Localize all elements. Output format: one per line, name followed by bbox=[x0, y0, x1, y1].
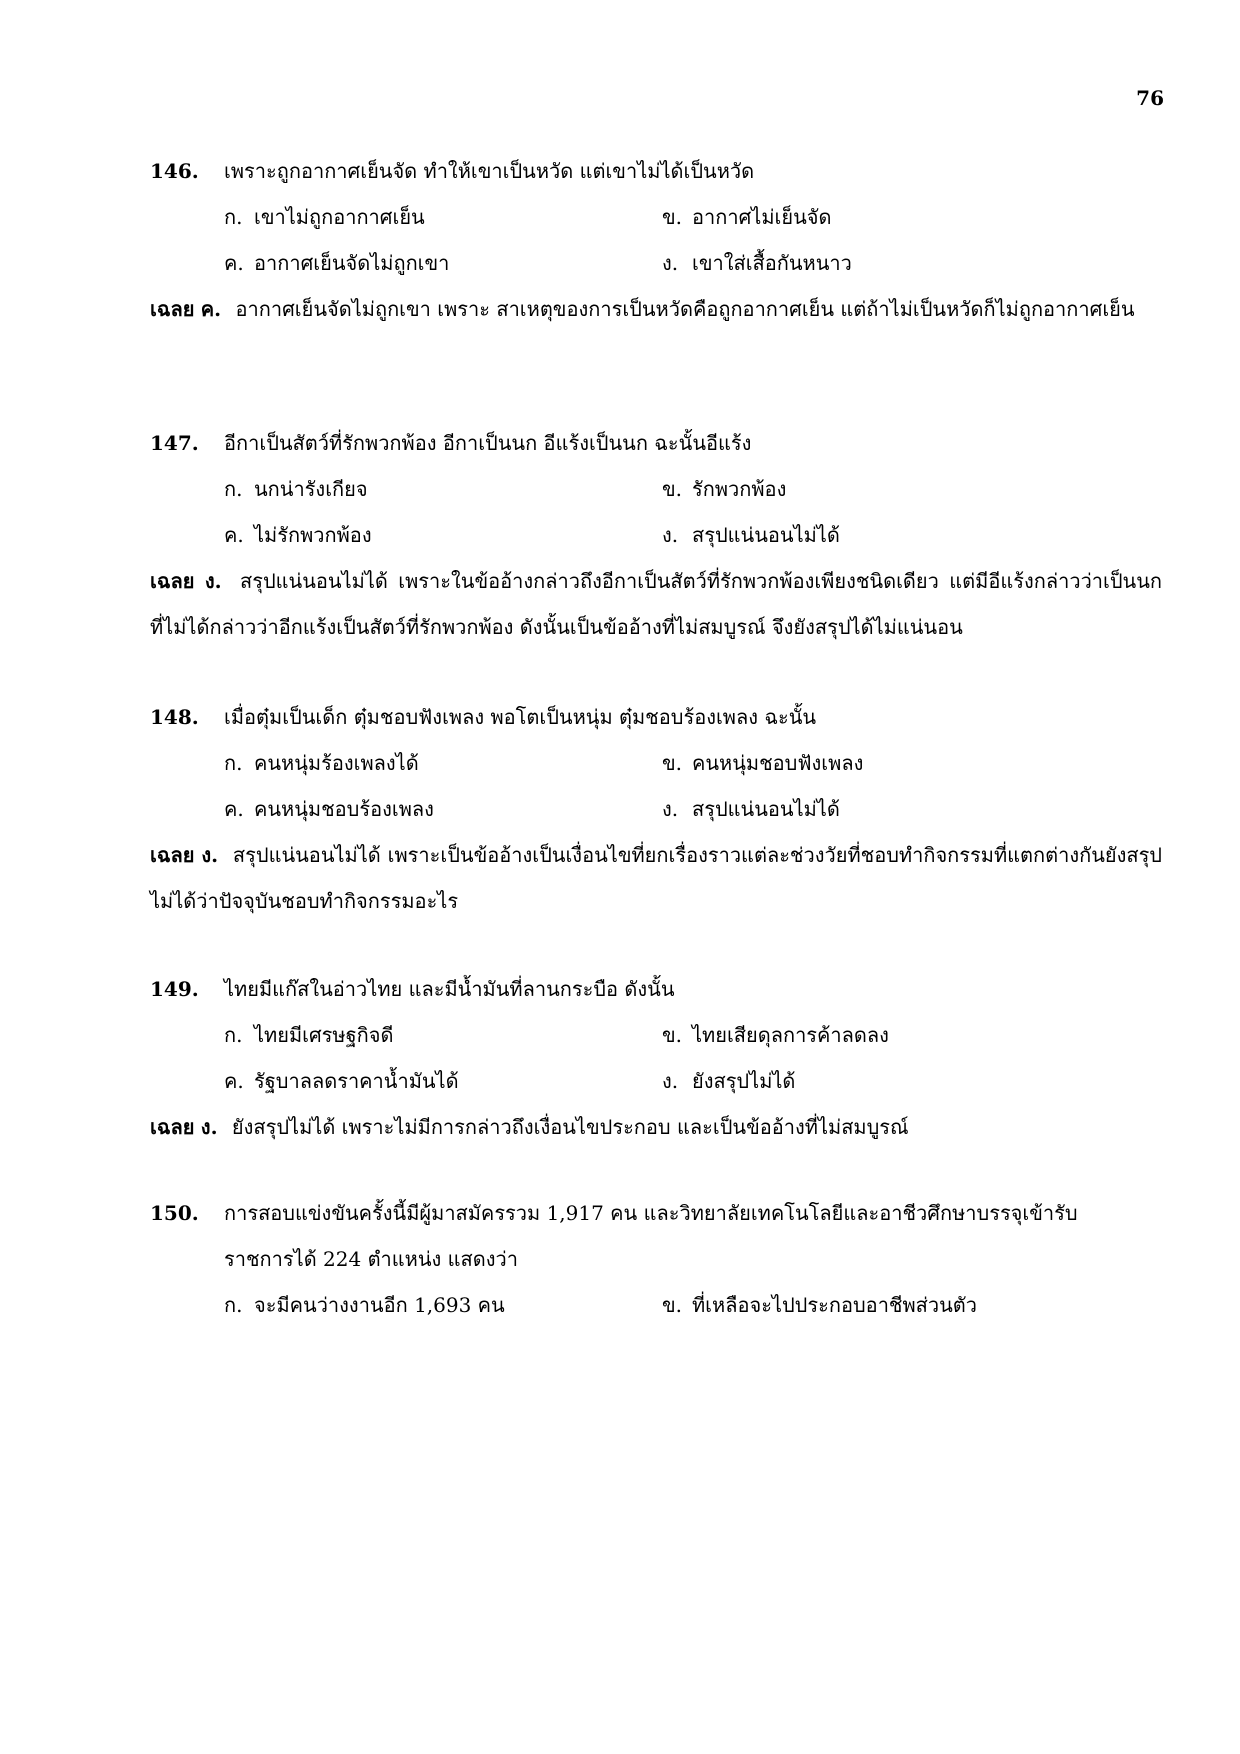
question-number: 148. bbox=[150, 705, 199, 729]
question-stem: เมื่อตุ๋มเป็นเด็ก ตุ๋มชอบฟังเพลง พอโตเป็นหนุ่ม ตุ๋มชอบร้องเพลง ฉะนั้น bbox=[224, 705, 817, 729]
answer-explanation bbox=[150, 1104, 1162, 1150]
answer-label: เฉลย bbox=[150, 569, 195, 593]
option-c: ค. คนหนุ่มชอบร้องเพลง bbox=[224, 797, 434, 821]
answer-explanation bbox=[150, 286, 1162, 332]
option-b: ข. ที่เหลือจะไปประกอบอาชีพส่วนตัว bbox=[662, 1293, 978, 1317]
question-147 bbox=[150, 420, 1162, 650]
answer-label: เฉลย bbox=[150, 1115, 195, 1139]
option-c: ค. รัฐบาลลดราคาน้ำมันได้ bbox=[224, 1069, 459, 1093]
option-a: ก. จะมีคนว่างงานอีก 1,693 คน bbox=[224, 1293, 505, 1317]
question-146 bbox=[150, 148, 1162, 332]
answer-text: สรุปแน่นอนไม่ได้ เพราะเป็นข้ออ้างเป็นเงื่อนไขที่ยกเรื่องราวแต่ละช่วงวัยที่ชอบทำกิจกรรมที่แตกต่างกันยังสรุปไม่ได้ว่าปัจจุบันชอบทำกิจกรรมอะไร bbox=[150, 843, 1163, 913]
question-148 bbox=[150, 694, 1162, 924]
option-a: ก. ไทยมีเศรษฐกิจดี bbox=[224, 1023, 394, 1047]
answer-text: สรุปแน่นอนไม่ได้ เพราะในข้ออ้างกล่าวถึงอีกาเป็นสัตว์ที่รักพวกพ้องเพียงชนิดเดียว แต่มีอีแร้งกล่าวว่าเป็นนก ที่ไม่ได้กล่าวว่าอีกแร้งเป็นสัตว์ที่รักพวกพ้อง ดังนั้นเป็นข้ออ้างที่ไม่สมบูรณ์ จึงยังสรุปได้ไม่แน่นอน bbox=[150, 569, 1163, 639]
answer-choice: ค. bbox=[200, 297, 222, 321]
answer-choice: ง. bbox=[200, 1115, 218, 1139]
answer-choice: ง. bbox=[204, 569, 222, 593]
option-d: ง. ยังสรุปไม่ได้ bbox=[662, 1069, 796, 1093]
question-stem: ไทยมีแก๊สในอ่าวไทย และมีน้ำมันที่ลานกระบือ ดังนั้น bbox=[224, 977, 675, 1001]
question-stem: เพราะถูกอากาศเย็นจัด ทำให้เขาเป็นหวัด แต่เขาไม่ได้เป็นหวัด bbox=[224, 159, 755, 183]
option-a: ก. นกน่ารังเกียจ bbox=[224, 477, 368, 501]
option-c: ค. อากาศเย็นจัดไม่ถูกเขา bbox=[224, 251, 450, 275]
option-d: ง. สรุปแน่นอนไม่ได้ bbox=[662, 797, 840, 821]
option-b: ข. คนหนุ่มชอบฟังเพลง bbox=[662, 751, 864, 775]
answer-label: เฉลย bbox=[150, 843, 195, 867]
question-149 bbox=[150, 966, 1162, 1150]
question-stem: การสอบแข่งขันครั้งนี้มีผู้มาสมัครรวม 1,917 คน และวิทยาลัยเทคโนโลยีและอาชีวศึกษาบรรจุเข้ารับ bbox=[224, 1201, 1078, 1225]
option-b: ข. ไทยเสียดุลการค้าลดลง bbox=[662, 1023, 889, 1047]
option-a: ก. คนหนุ่มร้องเพลงได้ bbox=[224, 751, 419, 775]
answer-text: อากาศเย็นจัดไม่ถูกเขา เพราะ สาเหตุของการเป็นหวัดคือถูกอากาศเย็น แต่ถ้าไม่เป็นหวัดก็ไม่ถูกอากาศเย็น bbox=[235, 297, 1135, 321]
question-number: 150. bbox=[150, 1201, 199, 1225]
option-a: ก. เขาไม่ถูกอากาศเย็น bbox=[224, 205, 425, 229]
option-b: ข. รักพวกพ้อง bbox=[662, 477, 787, 501]
question-150 bbox=[150, 1190, 1162, 1328]
answer-choice: ง. bbox=[201, 843, 219, 867]
answer-label: เฉลย bbox=[150, 297, 195, 321]
page-number: 76 bbox=[1136, 86, 1164, 110]
question-stem: อีกาเป็นสัตว์ที่รักพวกพ้อง อีกาเป็นนก อีแร้งเป็นนก ฉะนั้นอีแร้ง bbox=[224, 431, 752, 455]
option-d: ง. เขาใส่เสื้อกันหนาว bbox=[662, 251, 852, 275]
answer-text: ยังสรุปไม่ได้ เพราะไม่มีการกล่าวถึงเงื่อนไขประกอบ และเป็นข้ออ้างที่ไม่สมบูรณ์ bbox=[231, 1115, 909, 1139]
question-number: 147. bbox=[150, 431, 199, 455]
answer-explanation bbox=[150, 558, 1162, 650]
option-d: ง. สรุปแน่นอนไม่ได้ bbox=[662, 523, 840, 547]
question-stem-continued: ราชการได้ 224 ตำแหน่ง แสดงว่า bbox=[224, 1247, 518, 1271]
question-number: 149. bbox=[150, 977, 199, 1001]
question-number: 146. bbox=[150, 159, 199, 183]
option-c: ค. ไม่รักพวกพ้อง bbox=[224, 523, 372, 547]
answer-explanation bbox=[150, 832, 1162, 924]
option-b: ข. อากาศไม่เย็นจัด bbox=[662, 205, 832, 229]
